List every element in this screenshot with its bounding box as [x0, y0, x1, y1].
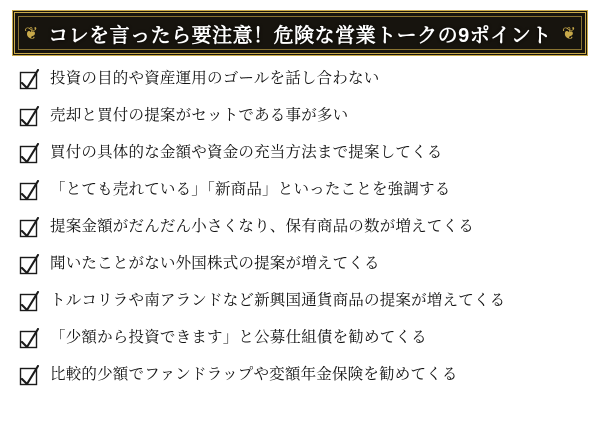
- warning-points-list: [0, 68, 600, 390]
- checked-box-icon: [18, 254, 40, 276]
- list-item: [18, 216, 584, 242]
- checked-box-icon: [18, 69, 40, 91]
- list-item-label: 比較的少額でファンドラップや変額年金保険を勧めてくる: [50, 366, 458, 383]
- title-banner: [12, 10, 588, 56]
- infographic-page: [0, 10, 600, 440]
- list-item-label: 買付の具体的な金額や資金の充当方法まで提案してくる: [50, 144, 443, 161]
- page-title: コレを言ったら要注意！危険な営業トークの9ポイント: [48, 24, 552, 47]
- checked-box-icon: [18, 365, 40, 387]
- checked-box-icon: [18, 180, 40, 202]
- list-item-label: 「とても売れている」「新商品」といったことを強調する: [50, 181, 451, 198]
- list-item-label: 提案金額がだんだん小さくなり、保有商品の数が増えてくる: [50, 218, 474, 235]
- checked-box-icon: [18, 143, 40, 165]
- checked-box-icon: [18, 328, 40, 350]
- checked-box-icon: [18, 217, 40, 239]
- list-item-label: 投資の目的や資産運用のゴールを話し合わない: [50, 70, 380, 87]
- list-item: [18, 364, 584, 390]
- list-item: [18, 142, 584, 168]
- ornament-left-icon: ❦: [23, 23, 39, 43]
- checked-box-icon: [18, 291, 40, 313]
- list-item: [18, 327, 584, 353]
- list-item-label: 「少額から投資できます」と公募仕組債を勧めてくる: [50, 329, 427, 346]
- list-item-label: トルコリラや南アランドなど新興国通貨商品の提案が増えてくる: [50, 292, 506, 309]
- list-item: [18, 290, 584, 316]
- ornament-right-icon: ❦: [561, 23, 577, 43]
- list-item: [18, 68, 584, 94]
- checked-box-icon: [18, 106, 40, 128]
- list-item-label: 聞いたことがない外国株式の提案が増えてくる: [50, 255, 380, 272]
- list-item: [18, 253, 584, 279]
- list-item: [18, 105, 584, 131]
- list-item: [18, 179, 584, 205]
- list-item-label: 売却と買付の提案がセットである事が多い: [50, 107, 349, 124]
